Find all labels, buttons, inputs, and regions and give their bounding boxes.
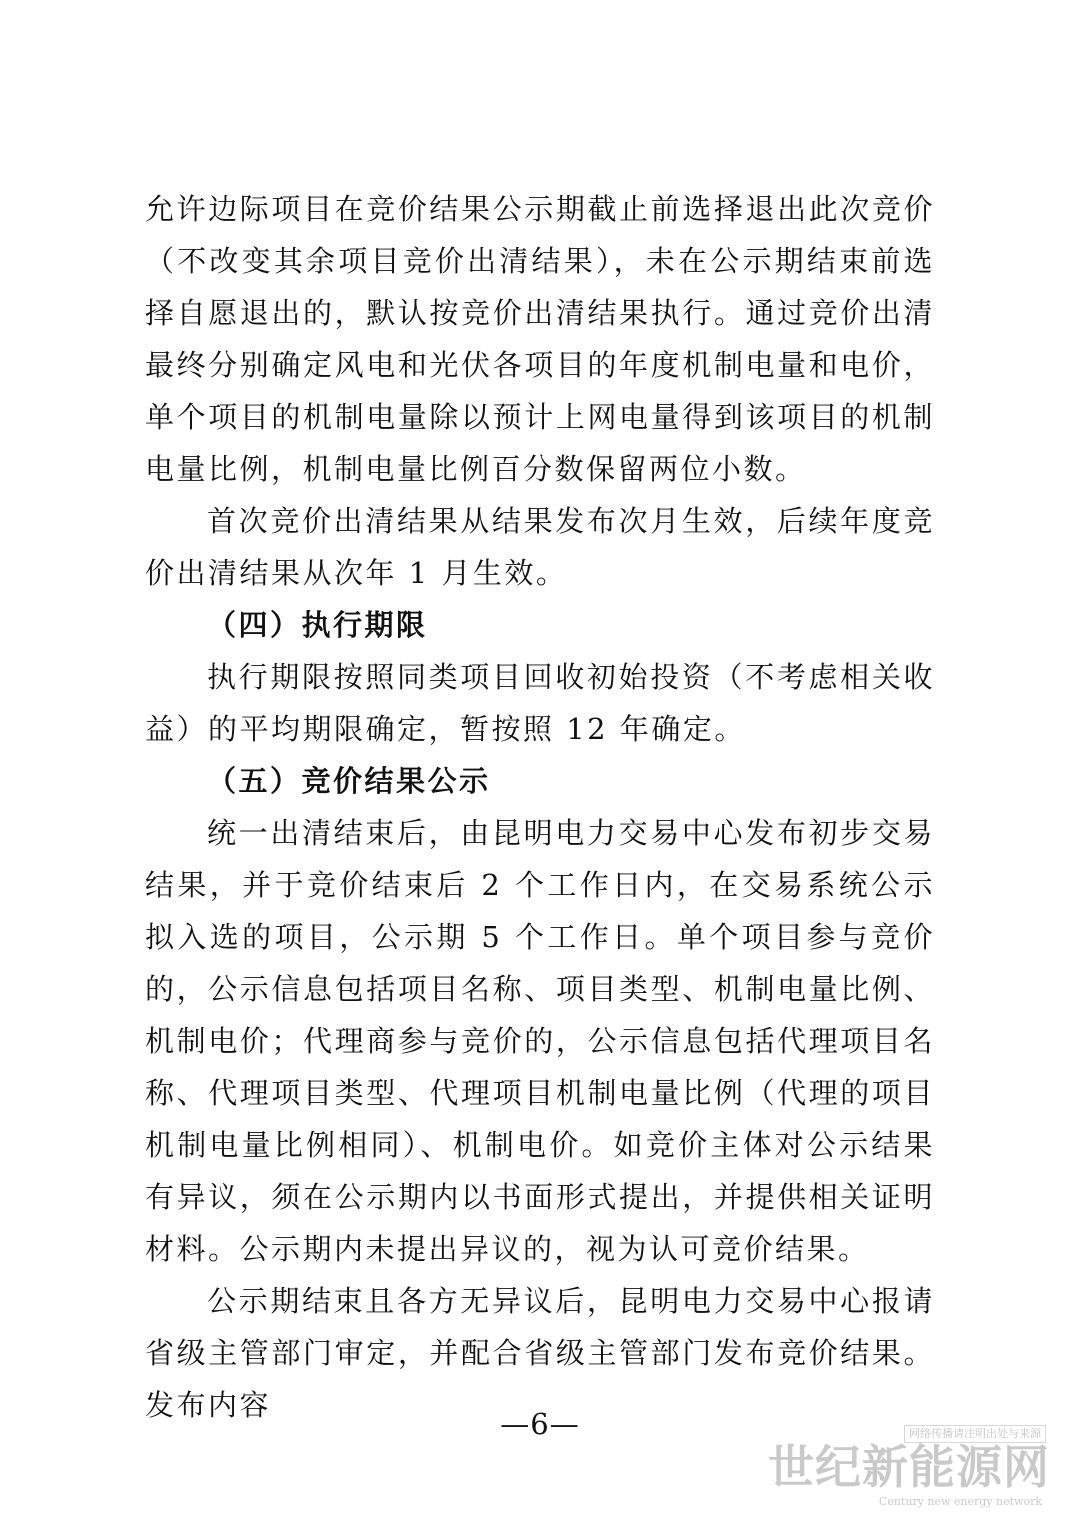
heading-execution-period: （四）执行期限 xyxy=(207,608,428,642)
watermark-english: Century new energy network xyxy=(878,1495,1042,1508)
watermark-brand: 世纪新能源网 xyxy=(768,1440,1050,1494)
paragraph-marginal-projects: 允许边际项目在竞价结果公示期截止前选择退出此次竞价（不改变其余项目竞价出清结果），未在公示期结束前选择自愿退出的，默认按竞价出清结果执行。通过竞价出清最终分别确定风电和光伏各项目的年度机制电量和电价，单个项目的机制电量除以预计上网电量得到该项目的机制电量比例，机制电量比例百分数保留两位小数。 xyxy=(145,192,935,486)
watermark-notice: 网络传播请注明出处与来源 xyxy=(904,1425,1046,1443)
paragraph-effective-date: 首次竞价出清结果从结果发布次月生效，后续年度竞价出清结果从次年 1 月生效。 xyxy=(145,504,935,590)
document-body xyxy=(145,183,935,1431)
watermark-logo xyxy=(768,1419,1056,1509)
page-number: —6— xyxy=(500,1407,580,1441)
heading-result-publicity: （五）竞价结果公示 xyxy=(207,764,491,798)
paragraph-result-publicity: 统一出清结束后，由昆明电力交易中心发布初步交易结果，并于竞价结束后 2 个工作日内，在交易系统公示拟入选的项目，公示期 5 个工作日。单个项目参与竞价的，公示信息包括项目名称、项目类型、机制电量比例、机制电价；代理商参与竞价的，公示信息包括代理项目名称、代理项目类型、代理项目机制电量比例（代理的项目机制电量比例相同）、机制电价。如竞价主体对公示结果有异议，须在公示期内以书面形式提出，并提供相关证明材料。公示期内未提出异议的，视为认可竞价结果。 xyxy=(145,816,935,1266)
paragraph-execution-period: 执行期限按照同类项目回收初始投资（不考虑相关收益）的平均期限确定，暂按照 12 年确定。 xyxy=(145,660,935,746)
paragraph-result-release: 公示期结束且各方无异议后，昆明电力交易中心报请省级主管部门审定，并配合省级主管部门发布竞价结果。发布内容 xyxy=(145,1284,935,1422)
